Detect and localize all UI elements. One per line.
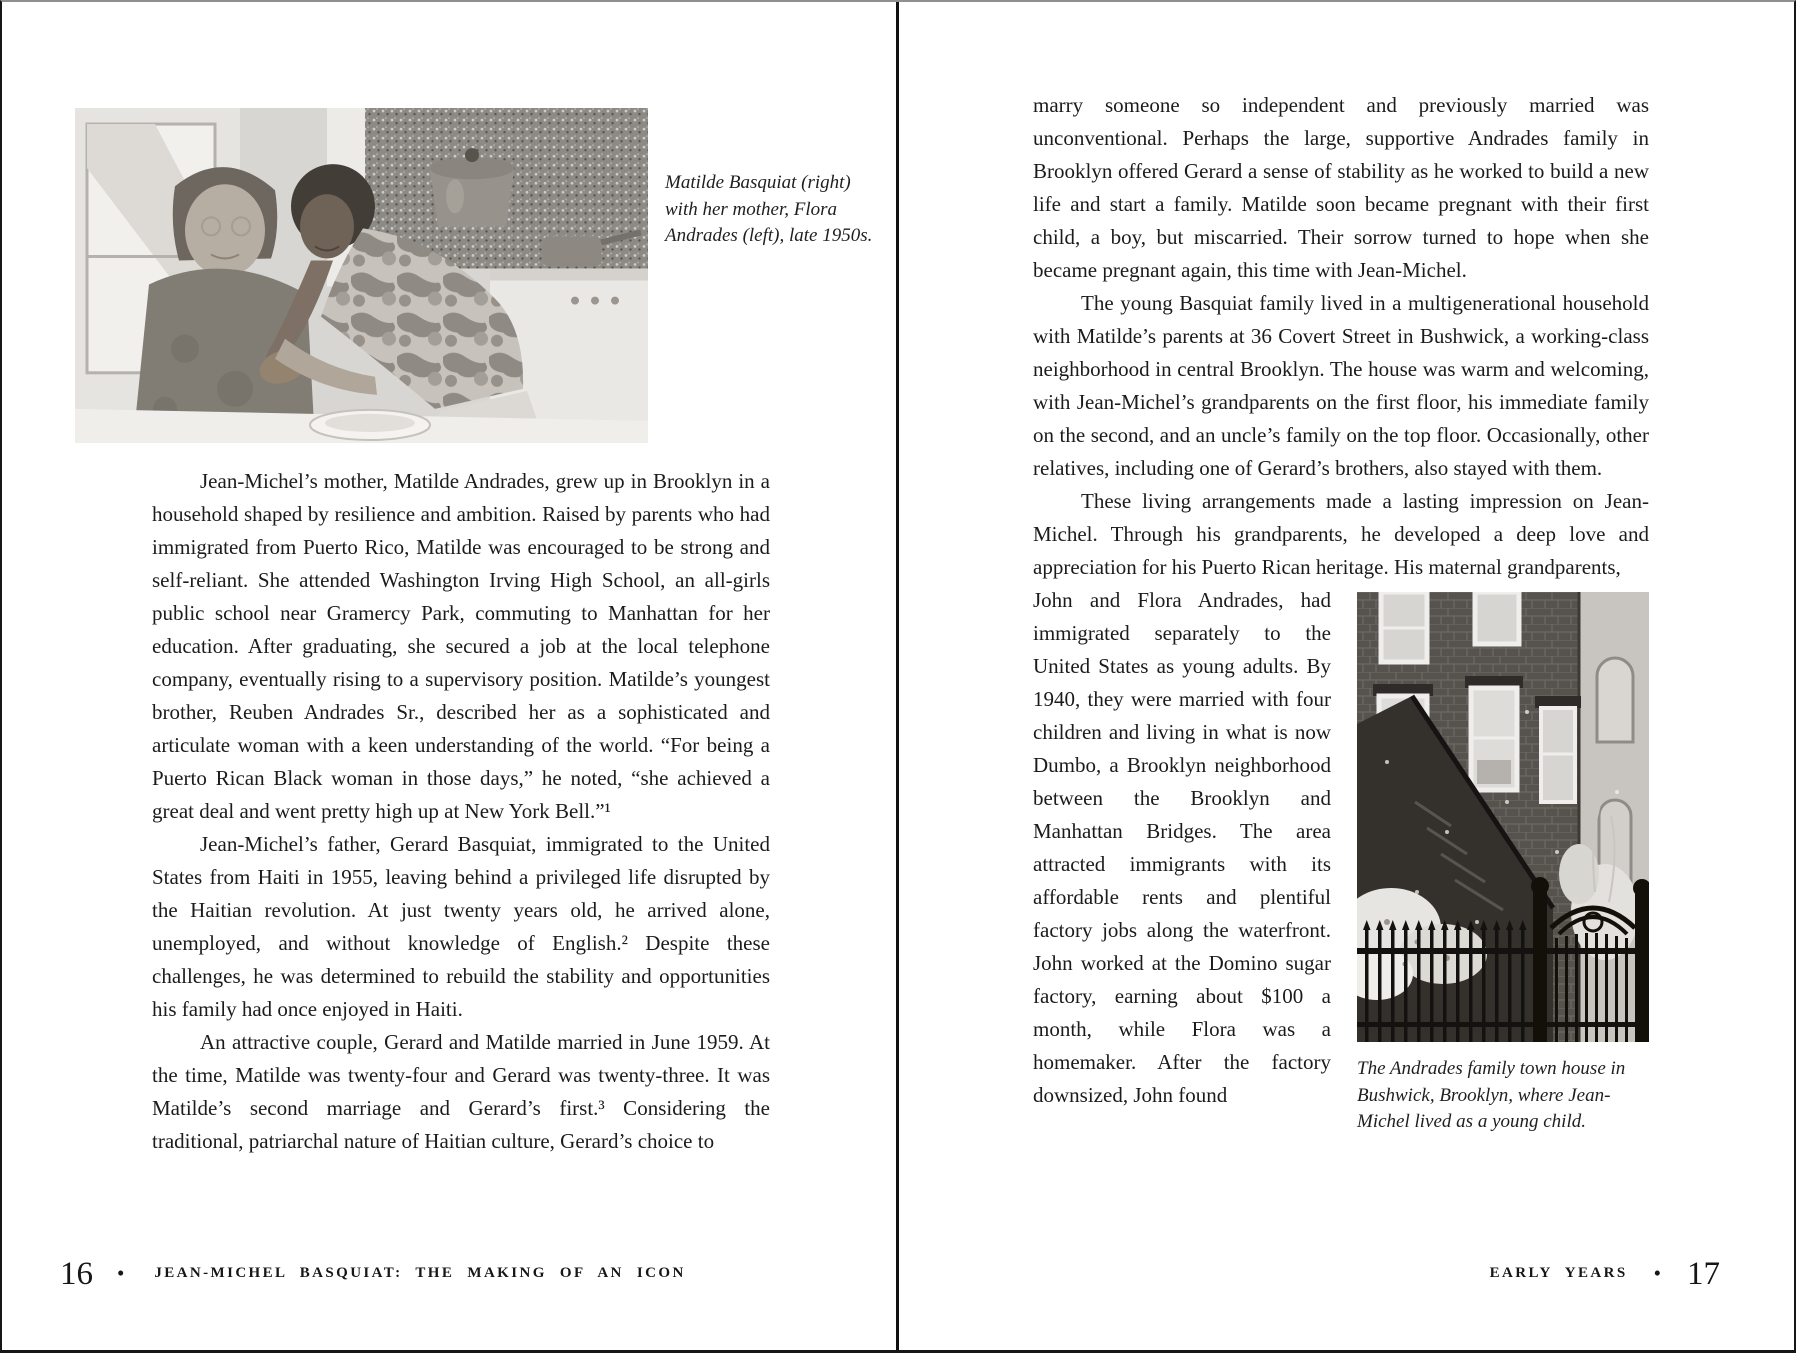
body-paragraph-marriage: An attractive couple, Gerard and Matilde married in June 1959. At the time, Matilde was twenty-four and Gerard was twenty-three. It was Matilde’s second marriage and Gerard’s first.³ Considering the traditional, patriarchal nature of Haitian culture, Gerard’s choice to — [152, 1030, 770, 1153]
photo-matilde-and-flora — [75, 108, 648, 443]
footer-separator-dot: • — [1653, 1261, 1661, 1285]
body-paragraph-mother: Jean-Michel’s mother, Matilde Andrades, grew up in Brooklyn in a household shaped by resilience and ambition. Raised by parents who had immigrated from Puerto Rico, Matilde was encouraged to be strong and self-reliant. She attended Washington Irving High School, an all-girls public school near Gramercy Park, commuting to Manhattan for her education. After graduating, she secured a job at the local telephone company, eventually rising to a supervisory position. Matilde’s youngest brother, Reuben Andrades Sr., described her as a sophisticated and articulate woman with a keen understanding of the world. “For being a Puerto Rican Black woman in those days,” he noted, “she achieved a great deal and went pretty high up at New York Bell.”¹ — [152, 469, 770, 823]
page-number-right: 17 — [1687, 1256, 1720, 1292]
body-paragraph-impression-lead: These living arrangements made a lasting impression on Jean-Michel. Through his grandparents, he developed a deep love and appreciation for his Puerto Rican heritage. His maternal grandparents, — [1033, 489, 1649, 579]
running-head-chapter: EARLY YEARS — [1489, 1265, 1628, 1281]
photo-text-wrap — [1033, 584, 1649, 1136]
body-paragraph-grandparents-column: John and Flora Andrades, had immigrated separately to the United States as young adults. By 1940, they were married with four children and living in what is now Dumbo, a Brooklyn neighborhood between the Brooklyn and Manhattan Bridges. The area attracted immigrants with its affordable rents and plentiful factory jobs along the waterfront. John worked at the Domino sugar factory, earning about $100 a month, while Flora was a homemaker. After the factory downsized, John found — [1033, 588, 1331, 1107]
photo-andrades-town-house — [1357, 592, 1649, 1136]
footer-separator-dot: • — [117, 1261, 125, 1285]
running-head-book-title: JEAN-MICHEL BASQUIAT: THE MAKING OF AN ICON — [154, 1265, 686, 1281]
body-paragraph-household: The young Basquiat family lived in a multigenerational household with Matilde’s parents at 36 Covert Street in Bushwick, a working-class neighborhood in central Brooklyn. The house was warm and welcoming, with Jean-Michel’s grandparents on the first floor, his immediate family on the second, and an uncle’s family on the top floor. Occasionally, other relatives, including one of Gerard’s brothers, also stayed with them. — [1033, 291, 1649, 480]
left-page-footer — [60, 1258, 686, 1291]
left-page-body — [152, 465, 770, 1158]
body-paragraph-father: Jean-Michel’s father, Gerard Basquiat, immigrated to the United States from Haiti in 1955, leaving behind a privileged life disrupted by the Haitian revolution. At just twenty years old, he arrived alone, unemployed, and without knowledge of English.² Despite these challenges, he was determined to rebuild the stability and opportunities his family had once enjoyed in Haiti. — [152, 832, 770, 1021]
townhouse-photo — [1357, 592, 1649, 1042]
left-photo-caption: Matilde Basquiat (right) with her mother, Flora Andrades (left), late 1950s. — [665, 172, 873, 246]
page-number-left: 16 — [60, 1256, 93, 1292]
page-16 — [2, 2, 896, 1350]
right-photo-caption: The Andrades family town house in Bushwick, Brooklyn, where Jean-Michel lived as a young child. — [1357, 1058, 1626, 1132]
body-paragraph-continued: marry someone so independent and previously married was unconventional. Perhaps the large, supportive Andrades family in Brooklyn offered Gerard a sense of stability as he worked to build a new life and start a family. Matilde soon became pregnant with their first child, a boy, but miscarried. Their sorrow turned to hope when she became pregnant again, this time with Jean-Michel. — [1033, 93, 1649, 282]
right-page-body — [1033, 89, 1649, 1136]
page-17 — [899, 2, 1796, 1350]
kitchen-photo — [75, 108, 648, 443]
right-page-footer — [1490, 1258, 1720, 1291]
